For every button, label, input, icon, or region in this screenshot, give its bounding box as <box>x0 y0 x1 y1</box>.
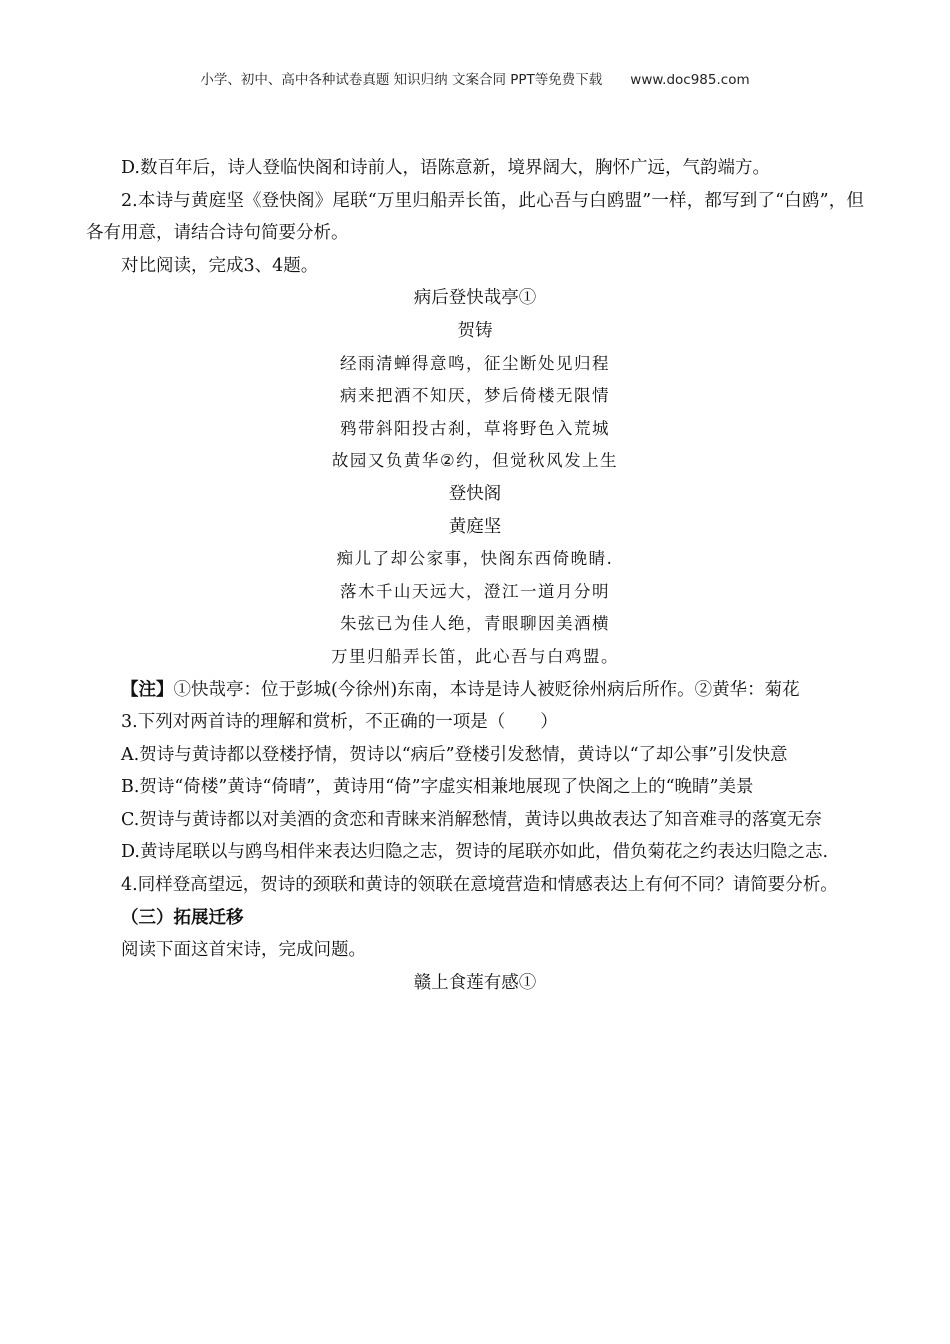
document-body <box>86 152 864 999</box>
poem2-line: 万里归船弄长笛，此心吾与白鸡盟。 <box>331 646 619 666</box>
q3-option-c: C.贺诗与黄诗都以对美酒的贪恋和青睐来消解愁情，黄诗以典故表达了知音难寻的落寞无奈 <box>121 809 822 830</box>
page-header <box>0 68 950 88</box>
q3-option-a: A.贺诗与黄诗都以登楼抒情，贺诗以“病后”登楼引发愁情，黄诗以“了却公事”引发快意 <box>121 744 788 765</box>
poem2-line: 朱弦已为佳人绝，青眼聊因美酒横 <box>340 614 610 634</box>
q2-text: 2.本诗与黄庭坚《登快阁》尾联“万里归船弄长笛，此心吾与白鸥盟”一样，都写到了“白鸥”，但各有用意，请结合诗句简要分析。 <box>86 190 864 244</box>
q1-option-d: D.数百年后，诗人登临快阁和诗前人，语陈意新，境界阔大，胸怀广远，气韵端方。 <box>121 158 770 178</box>
poem2-title: 登快阁 <box>448 483 502 504</box>
annotation <box>86 674 864 707</box>
poem2-line: 痴儿了却公家事，快阁东西倚晚睛. <box>336 549 614 569</box>
poem2-author: 黄庭坚 <box>448 516 502 537</box>
poem1-line: 故园又负黄华②约，但觉秋风发上生 <box>331 451 619 471</box>
annotation-text: ①快哉亭：位于彭城(今徐州)东南，本诗是诗人被贬徐州病后所作。②黄华：菊花 <box>173 679 800 700</box>
header-site: www.doc985.com <box>630 72 750 88</box>
header-text: 小学、初中、高中各种试卷真题 知识归纳 文案合同 PPT等免费下载 <box>200 72 603 88</box>
section3-poem-title: 赣上食莲有感① <box>413 972 537 993</box>
poem1-line: 鸦带斜阳投古刹，草将野色入荒城 <box>340 418 610 438</box>
q3-option-d: D.黄诗尾联以与鸥鸟相伴来表达归隐之志，贺诗的尾联亦如此，借负菊花之约表达归隐之志. <box>121 842 829 863</box>
poem1-title: 病后登快哉亭① <box>413 288 537 309</box>
poem1-author: 贺铸 <box>457 320 493 341</box>
section3-heading: （三）拓展迁移 <box>121 907 244 928</box>
q4-text: 4.同样登高望远，贺诗的颈联和黄诗的领联在意境营造和情感表达上有何不同？请简要分析。 <box>121 875 838 896</box>
poem2-line: 落木千山天远大，澄江一道月分明 <box>340 581 610 601</box>
annotation-label: 【注】 <box>121 679 174 700</box>
poem1-line: 经雨清蝉得意鸣，征尘断处见归程 <box>340 353 610 373</box>
comparison-intro: 对比阅读，完成3、4题。 <box>121 255 319 276</box>
poem1-line: 病来把酒不知厌，梦后倚楼无限情 <box>340 386 610 406</box>
q3-stem: 3.下列对两首诗的理解和赏析，不正确的一项是（ ） <box>121 712 558 733</box>
section3-intro: 阅读下面这首宋诗，完成问题。 <box>121 940 366 961</box>
q3-option-b: B.贺诗“倚楼”黄诗“倚晴”，黄诗用“倚”字虚实相兼地展现了快阁之上的“晚睛”美景 <box>121 777 754 798</box>
